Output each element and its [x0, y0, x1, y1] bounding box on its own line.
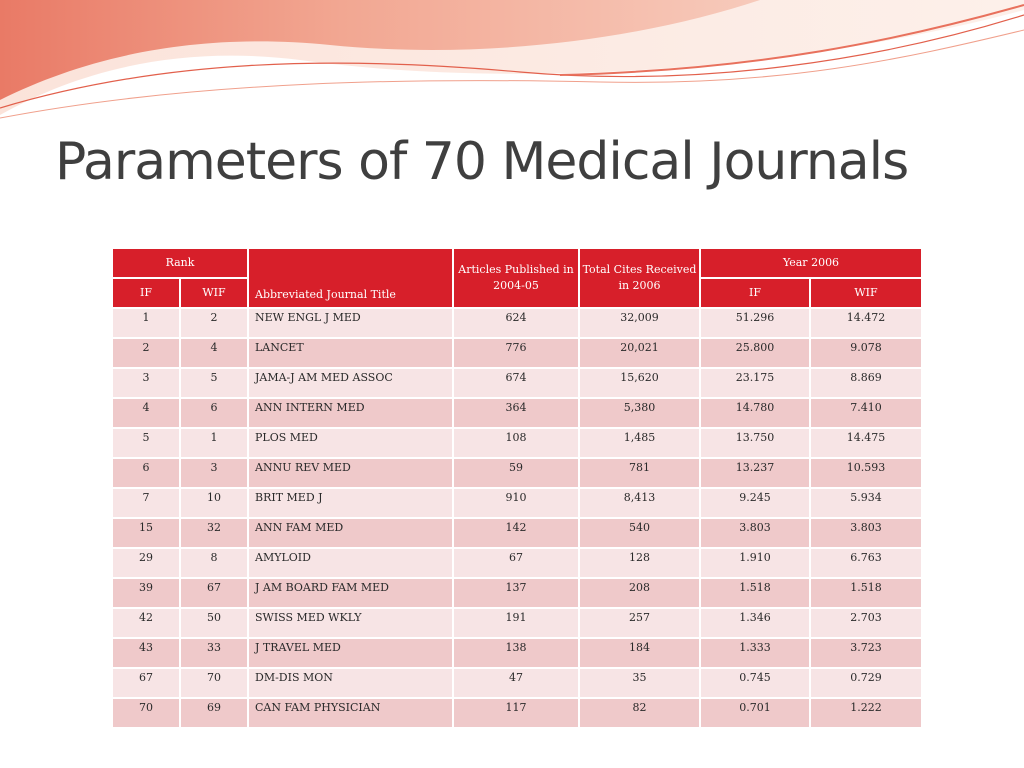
cell-articles: 624	[453, 308, 579, 338]
cell-total-cites: 1,485	[579, 428, 700, 458]
cell-journal-title: LANCET	[248, 338, 453, 368]
cell-year-wif: 14.472	[810, 308, 922, 338]
cell-year-if: 1.910	[700, 548, 810, 578]
cell-year-if: 13.750	[700, 428, 810, 458]
cell-rank-if: 29	[112, 548, 180, 578]
cell-articles: 67	[453, 548, 579, 578]
cell-year-wif: 0.729	[810, 668, 922, 698]
table-row	[112, 548, 922, 578]
cell-total-cites: 128	[579, 548, 700, 578]
header-total-cites: Total Cites Received in 2006	[579, 248, 700, 308]
cell-year-wif: 7.410	[810, 398, 922, 428]
cell-articles: 108	[453, 428, 579, 458]
cell-rank-wif: 1	[180, 428, 248, 458]
cell-articles: 117	[453, 698, 579, 728]
cell-year-if: 14.780	[700, 398, 810, 428]
table-row	[112, 698, 922, 728]
cell-total-cites: 20,021	[579, 338, 700, 368]
cell-rank-wif: 67	[180, 578, 248, 608]
table-row	[112, 608, 922, 638]
cell-rank-wif: 3	[180, 458, 248, 488]
table-row	[112, 638, 922, 668]
cell-rank-wif: 6	[180, 398, 248, 428]
cell-rank-wif: 2	[180, 308, 248, 338]
table-row	[112, 308, 922, 338]
header-year-if: IF	[700, 278, 810, 308]
cell-year-wif: 8.869	[810, 368, 922, 398]
cell-year-wif: 1.518	[810, 578, 922, 608]
cell-year-if: 23.175	[700, 368, 810, 398]
cell-year-wif: 10.593	[810, 458, 922, 488]
table-row	[112, 488, 922, 518]
cell-rank-wif: 10	[180, 488, 248, 518]
cell-rank-wif: 5	[180, 368, 248, 398]
cell-journal-title: JAMA-J AM MED ASSOC	[248, 368, 453, 398]
table-row	[112, 368, 922, 398]
header-year-wif: WIF	[810, 278, 922, 308]
cell-articles: 138	[453, 638, 579, 668]
header-rank-if: IF	[112, 278, 180, 308]
cell-rank-if: 7	[112, 488, 180, 518]
cell-total-cites: 5,380	[579, 398, 700, 428]
header-year-2006: Year 2006	[700, 248, 922, 278]
cell-journal-title: DM-DIS MON	[248, 668, 453, 698]
cell-articles: 191	[453, 608, 579, 638]
cell-rank-if: 67	[112, 668, 180, 698]
cell-rank-if: 5	[112, 428, 180, 458]
cell-year-wif: 3.723	[810, 638, 922, 668]
cell-rank-wif: 69	[180, 698, 248, 728]
cell-rank-if: 70	[112, 698, 180, 728]
cell-articles: 674	[453, 368, 579, 398]
cell-year-if: 9.245	[700, 488, 810, 518]
header-journal-title: Abbreviated Journal Title	[248, 248, 453, 308]
cell-total-cites: 781	[579, 458, 700, 488]
cell-year-wif: 9.078	[810, 338, 922, 368]
cell-total-cites: 540	[579, 518, 700, 548]
cell-year-wif: 2.703	[810, 608, 922, 638]
cell-year-wif: 3.803	[810, 518, 922, 548]
cell-year-if: 25.800	[700, 338, 810, 368]
cell-year-if: 0.745	[700, 668, 810, 698]
cell-journal-title: ANNU REV MED	[248, 458, 453, 488]
cell-total-cites: 32,009	[579, 308, 700, 338]
cell-year-if: 1.346	[700, 608, 810, 638]
cell-total-cites: 15,620	[579, 368, 700, 398]
cell-year-if: 1.333	[700, 638, 810, 668]
table-header	[112, 248, 922, 308]
cell-rank-if: 1	[112, 308, 180, 338]
cell-total-cites: 208	[579, 578, 700, 608]
cell-rank-if: 4	[112, 398, 180, 428]
cell-articles: 47	[453, 668, 579, 698]
cell-articles: 364	[453, 398, 579, 428]
cell-journal-title: BRIT MED J	[248, 488, 453, 518]
cell-rank-if: 43	[112, 638, 180, 668]
cell-rank-wif: 8	[180, 548, 248, 578]
cell-rank-if: 2	[112, 338, 180, 368]
cell-rank-wif: 32	[180, 518, 248, 548]
cell-journal-title: AMYLOID	[248, 548, 453, 578]
table-row	[112, 338, 922, 368]
cell-rank-wif: 70	[180, 668, 248, 698]
table-row	[112, 518, 922, 548]
cell-total-cites: 82	[579, 698, 700, 728]
slide-title: Parameters of 70 Medical Journals	[55, 132, 909, 192]
cell-articles: 142	[453, 518, 579, 548]
cell-year-wif: 6.763	[810, 548, 922, 578]
cell-journal-title: ANN INTERN MED	[248, 398, 453, 428]
table-body	[112, 308, 922, 728]
table-row	[112, 428, 922, 458]
cell-rank-wif: 50	[180, 608, 248, 638]
cell-articles: 910	[453, 488, 579, 518]
cell-rank-if: 15	[112, 518, 180, 548]
cell-total-cites: 257	[579, 608, 700, 638]
cell-journal-title: J TRAVEL MED	[248, 638, 453, 668]
cell-year-if: 0.701	[700, 698, 810, 728]
cell-total-cites: 8,413	[579, 488, 700, 518]
cell-rank-wif: 33	[180, 638, 248, 668]
cell-year-wif: 1.222	[810, 698, 922, 728]
cell-year-if: 3.803	[700, 518, 810, 548]
cell-rank-wif: 4	[180, 338, 248, 368]
cell-year-wif: 5.934	[810, 488, 922, 518]
header-articles-published: Articles Published in 2004-05	[453, 248, 579, 308]
table-row	[112, 458, 922, 488]
cell-journal-title: PLOS MED	[248, 428, 453, 458]
cell-articles: 137	[453, 578, 579, 608]
header-rank: Rank	[112, 248, 248, 278]
cell-articles: 59	[453, 458, 579, 488]
table-row	[112, 578, 922, 608]
journal-parameters-table	[111, 247, 923, 729]
cell-journal-title: CAN FAM PHYSICIAN	[248, 698, 453, 728]
cell-rank-if: 6	[112, 458, 180, 488]
cell-total-cites: 35	[579, 668, 700, 698]
header-wave-decoration	[0, 0, 1024, 130]
cell-journal-title: ANN FAM MED	[248, 518, 453, 548]
cell-journal-title: SWISS MED WKLY	[248, 608, 453, 638]
table-row	[112, 668, 922, 698]
cell-rank-if: 42	[112, 608, 180, 638]
cell-year-wif: 14.475	[810, 428, 922, 458]
cell-year-if: 13.237	[700, 458, 810, 488]
cell-articles: 776	[453, 338, 579, 368]
table-row	[112, 398, 922, 428]
header-rank-wif: WIF	[180, 278, 248, 308]
cell-rank-if: 3	[112, 368, 180, 398]
cell-journal-title: J AM BOARD FAM MED	[248, 578, 453, 608]
cell-year-if: 51.296	[700, 308, 810, 338]
cell-rank-if: 39	[112, 578, 180, 608]
cell-year-if: 1.518	[700, 578, 810, 608]
cell-total-cites: 184	[579, 638, 700, 668]
cell-journal-title: NEW ENGL J MED	[248, 308, 453, 338]
